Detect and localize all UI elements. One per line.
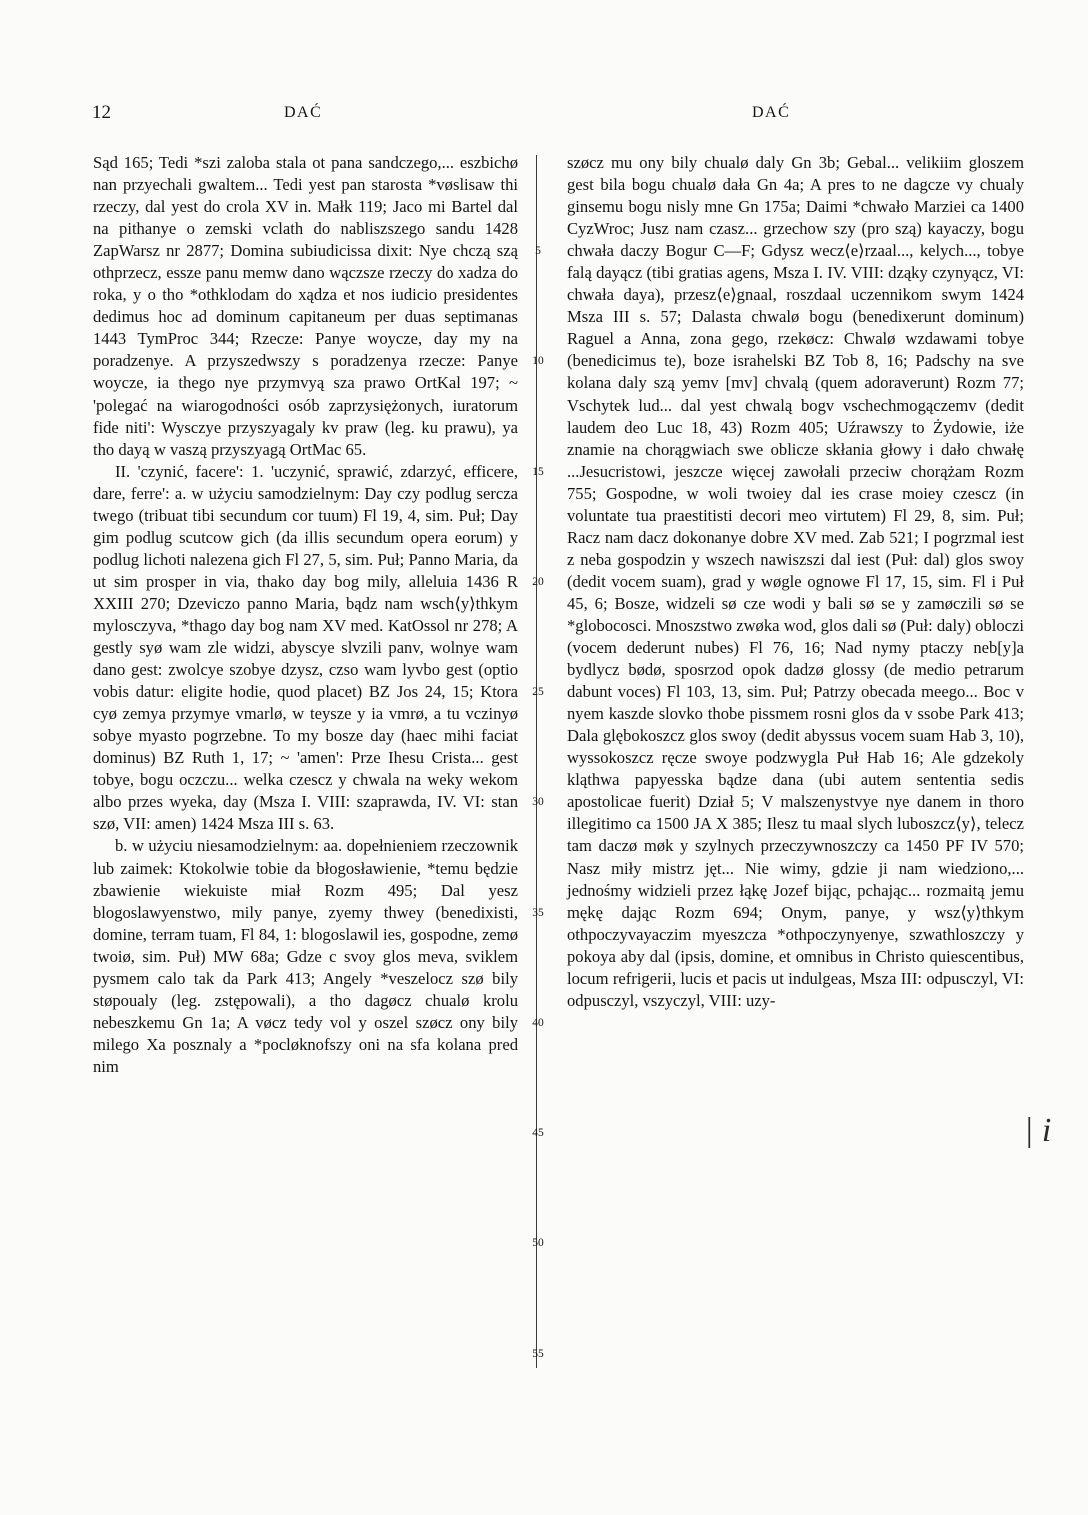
running-head-left: DAĆ	[284, 104, 323, 121]
paragraph: b. w użyciu niesamodzielnym: aa. dopełnieniem rzeczownik lub zaimek: Ktokolwie tobie da błogosławienie, *temu będzie zbawienie wiekuiste miał Rozm 495; Dal yesz blogoslawyenstwo, mily panye, zyemy thwey (benedixisti, domine, terram tuam, Fl 84, 1: blogoslawil ies, gospodne, zemø twoiø, sim. Puł) MW 68a; Gdze c svoy glos meva, sviklem pysmem calo tak da Park 413; Angely *veszelocz szø bily støpoualy (leg. zstępowali), a tho dagøcz chualø krolu nebeszkemu Gn 1a; A vøcz tedy vol y oszel szøcz ony bily milego Xa posznaly a *pocløknofszy oni na sfa kolana pred nim	[93, 836, 518, 1076]
line-number: 55	[532, 1347, 544, 1360]
handwritten-margin-note: | i	[1024, 1112, 1052, 1149]
line-number: 5	[535, 245, 541, 258]
line-number: 20	[532, 575, 544, 588]
right-column	[567, 152, 1024, 1012]
paragraph: szøcz mu ony bily chualø daly Gn 3b; Gebal... velikiim gloszem gest bila bogu chualø dała Gn 4a; A pres to ne dagcze vy chualy ginsemu bogu nisly mne Gn 175a; Daimi *chwało Marziei ca 1400 CyzWroc; Jusz nam czasz... grzechow szy (pro szą) kayaczy, bogu chwała daczy Bogur C—F; Gdysz wecz⟨e⟩rzaal..., kelych..., tobye falą dayącz (tibi gratias agens, Msza I. IV. VIII: dząky czynyącz, VI: chwała daya), przesz⟨e⟩gnaal, roszdaal uczennikom swym 1424 Msza III s. 57; Dalasta chwalø bogu (benedixerunt dominum) Raguel a Anna, zona gego, rzekøcz: Chwalø wzdawami tobye (benedicimus te), boze israhelski BZ Tob 8, 16; Padschy na sve kolana daly szą yemv [mv] chvalą (quem adoraverunt) Rozm 77; Vschytek lud... dal yest chwalą bogv vschechmogączemv (dedit laudem deo Luc 18, 43) Rozm 405; Uźrawszy to Żydowie, iże znamie na chorągwiach swe oblicze skłania głowy i dało chwałę ...Jesucristowi, jeszcze więcej zawołali przeciw chorążam Rozm 755; Gospodne, w woli twoiey dal ies crase moiey czescz (in voluntate tua praestitisti decori meo virtutem) Fl 29, 8, sim. Puł; Racz nam dacz dokonanye dobre XV med. Zab 521; I pogrzmal iest z neba gospodzin y wszech nawiszszi dal iest (Puł: dal) glos swoy (dedit vocem suam), grad y wøgle ognowe Fl 17, 15, sim. Fl i Puł 45, 6; Bosze, widzeli sø cze wodi y bali sø se y zamøczili sø se *globocosci. Mnoszstwo zwøka wod, glos dali sø (Puł: daly) obloczi (vocem dederunt nubes) Fl 76, 16; Nad nymy ptaczy neb[y]a bydlycz bødø, sposrzod opok dadzø glossy (de medio petrarum dabunt voces) Fl 103, 13, sim. Puł; Patrzy obecada meego... Boc v nyem kaszde slovko thobe pissmem rosni glos da v ssobe Park 413; Dala glębokoszcz glos swoy (dedit abyssus vocem suam Hab 3, 10), wyssokoszcz ręcze swoye podzwygla Puł Hab 16; Ale gdzekoly kląthwa papyesska bądze dana (ubi autem sententia sedis apostolicae fuerit) Dział 5; V malszenystvye nye danem in thoro illegitimo ca 1500 JA X 385; Ilesz tu maal slych luboszcz⟨y⟩, telecz tam daczø møk y szylnych przeczywnoszczy ca 1450 PF IV 570; Nasz miły mistrz jęt... Nie wimy, gdzie ji nam wiedziono,... jednośmy widzieli przez łąkę Jozef bijąc, pchając... rozmaitą jemu mękę dając Rozm 694; Onym, panye, y wsz⟨y⟩thkym othpoczyvayaczim myeszcza *othpoczynyenye, szwathloszczy y pokoya aby dal (ipsis, domine, et omnibus in Christo quiescentibus, locum refrigerii, lucis et pacis ut indulgeas, Msza III: odpusczyl, VI: odpusczyl, vszyczyl, VIII: uzy-	[567, 153, 1024, 1010]
line-number: 15	[532, 465, 544, 478]
line-numbers	[526, 152, 550, 1382]
left-column	[93, 152, 518, 1078]
line-number: 25	[532, 686, 544, 699]
line-number: 50	[532, 1237, 544, 1250]
line-number: 30	[532, 796, 544, 809]
line-number: 10	[532, 355, 544, 368]
running-head-right: DAĆ	[752, 104, 791, 121]
page-number: 12	[92, 102, 111, 123]
paragraph: Sąd 165; Tedi *szi zaloba stala ot pana sandczego,... eszbichø nan przyechali gwaltem... Tedi yest pan starosta *vøslisaw thi rzeczy, dal yest do crola XV in. Małk 119; Jaco mi Bartel dal na pithanye o zemski vclath do nabliszszego sandu 1428 ZapWarsz nr 2877; Domina subiudicissa dixit: Nye chczą szą othprzecz, essze panu memw dano wączsze rzeczy do xadza do roka, y o tho *othklodam do xądza et nos iudicio presidentes dedimus hoc ad dominum capitaneum per duas septimanas 1443 TymProc 344; Rzecze: Panye woycze, day my na poradzenye. A przyszedwszy s poradzenya rzecze: Panye woycze, ia thego nye przymvyą sza prawo OrtKal 197; ~ 'polegać na wiarogodności osób zaprzysiężonych, iuratorum fide niti': Wysczye przyszyagaly kv praw (leg. ku prawu), ya tho dayą w vaszą przyszyagą OrtMac 65.	[93, 153, 518, 459]
line-number: 35	[532, 906, 544, 919]
line-number: 40	[532, 1016, 544, 1029]
paragraph: II. 'czynić, facere': 1. 'uczynić, sprawić, zdarzyć, efficere, dare, ferre': a. w użyciu samodzielnym: Day czy podlug sercza twego (tribuat tibi secundum cor tuum) Fl 19, 4, sim. Puł; Day gim podlug scutcow gich (da illis secundum opera eorum) y podlug lichoti nalezena gich Fl 27, 5, sim. Puł; Panno Maria, da ut sim prosper in via, thako day bog mily, alleluia 1436 R XXIII 270; Dzeviczo panno Maria, bądz nam wsch⟨y⟩thkym mylosczyva, *thago day bog nam XV med. KatOssol nr 278; A gestly syø wam zle widzi, abyscye slvzili panv, wolnye wam dano gest: zwolcye szobye dzysz, czso wam lyvbo gest (optio vobis datur: eligite hodie, quod placet) BZ Jos 24, 15; Ktora cyø zemya przymye vmarlø, w teysze y ia vmrø, a tu vczinyø sobye myasto pogrzebne. To my bosze day (haec mihi faciat dominus) BZ Ruth 1, 17; ~ 'amen': Prze Ihesu Crista... gest tobye, bogu oczczu... welka czescz y chwala na weky wekom albo przes wyeka, day (Msza I. VIII: szaprawda, IV. VI: stan szø, VII: amen) 1424 Msza III s. 63.	[93, 461, 518, 834]
line-number: 45	[532, 1127, 544, 1140]
